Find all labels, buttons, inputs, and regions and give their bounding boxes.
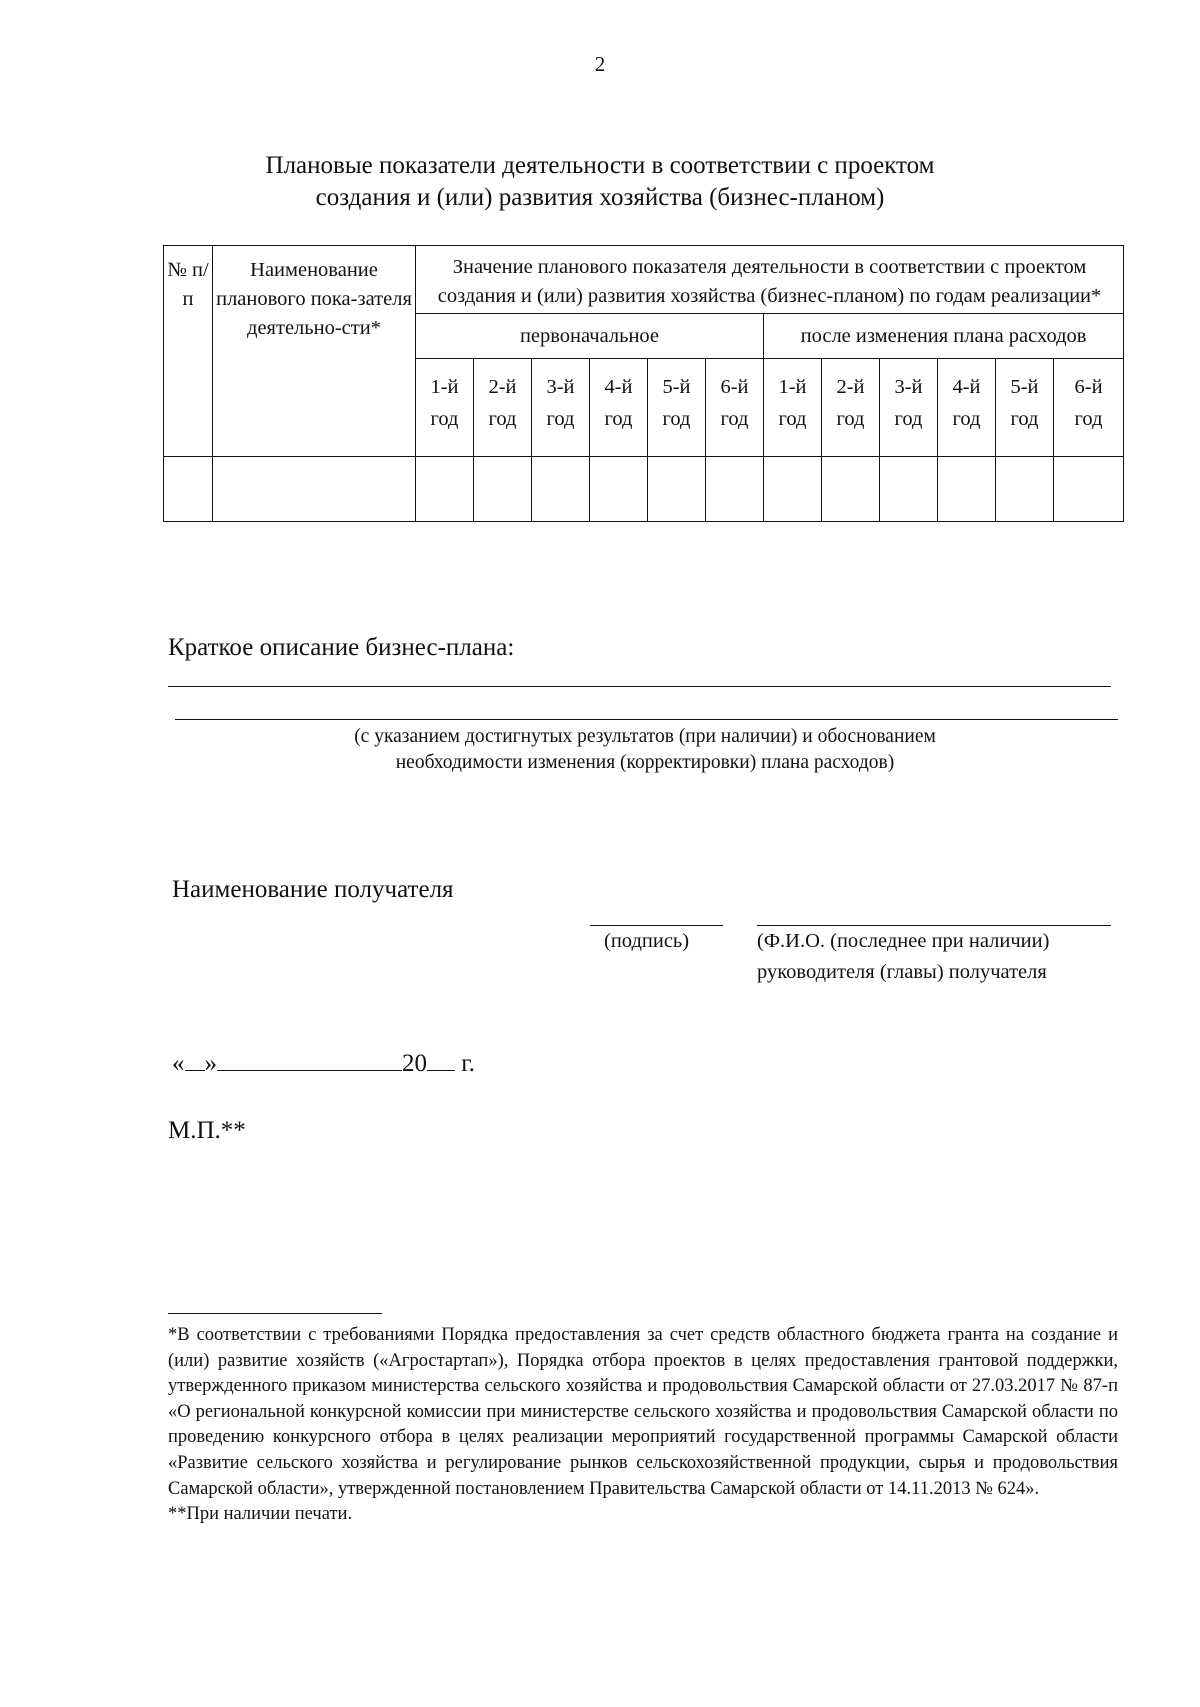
year-header — [996, 359, 1054, 457]
empty-cell-value[interactable] — [938, 457, 996, 522]
signature-caption: (подпись) — [604, 930, 690, 952]
footnote-separator — [168, 1313, 382, 1314]
year-word: год — [836, 408, 865, 430]
fio-caption-line-1: (Ф.И.О. (последнее при наличии) — [757, 930, 1050, 952]
footnotes — [168, 1323, 1118, 1528]
table-header-row — [164, 246, 1124, 314]
plan-indicators-table — [163, 245, 1124, 522]
year-number: 3-й — [894, 376, 923, 398]
year-word: год — [662, 408, 691, 430]
year-word: год — [604, 408, 633, 430]
footnote-2: **При наличии печати. — [168, 1504, 353, 1525]
year-number: 4-й — [604, 376, 633, 398]
page-number: 2 — [594, 52, 606, 76]
year-header — [880, 359, 938, 457]
empty-cell-value[interactable] — [1054, 457, 1124, 522]
year-header — [938, 359, 996, 457]
business-plan-caption-line-1: (с указанием достигнутых результатов (при наличии) и обоснованием — [354, 726, 936, 747]
year-number: 4-й — [952, 376, 981, 398]
year-header — [822, 359, 880, 457]
year-header — [706, 359, 764, 457]
header-group-after-change: после изменения плана расходов — [764, 314, 1124, 359]
year-header — [764, 359, 822, 457]
footnote-1: *В соответствии с требованиями Порядка предоставления за счет средств областного бюджета гранта на создание и (или) развитие хозяйств («Агростартап»), Порядка отбора проектов в целях предоставления грантовой поддержки, утвержденного приказом министерства сельского хозяйства и продовольствия Самарской области от 27.03.2017 № 87-п «О региональной конкурсной комиссии при министерстве сельского хозяйства и продовольствия Самарской области по проведению конкурсного отбора в целях реализации мероприятий государственной программы Самарской области «Развитие сельского хозяйства и регулирование рынков сельскохозяйственной продукции, сырья и продовольствия Самарской области», утвержденной постановлением Правительства Самарской области от 14.11.2013 № 624». — [168, 1325, 1118, 1499]
year-header — [416, 359, 474, 457]
empty-cell-value[interactable] — [416, 457, 474, 522]
year-number: 5-й — [662, 376, 691, 398]
stamp-placeholder: М.П.** — [168, 1117, 246, 1144]
page-title — [160, 150, 1040, 214]
year-word: год — [1074, 408, 1103, 430]
year-header — [648, 359, 706, 457]
empty-cell-value[interactable] — [648, 457, 706, 522]
empty-cell-value[interactable] — [822, 457, 880, 522]
fio-caption-line-2: руководителя (главы) получателя — [757, 961, 1047, 983]
business-plan-caption-line-2: необходимости изменения (корректировки) плана расходов) — [395, 752, 895, 773]
business-plan-caption — [230, 724, 1060, 776]
header-number: № п/п — [164, 246, 213, 457]
year-number: 3-й — [546, 376, 575, 398]
table-empty-row — [164, 457, 1124, 522]
year-word: год — [894, 408, 923, 430]
year-number: 1-й — [430, 376, 459, 398]
recipient-label: Наименование получателя — [172, 876, 454, 903]
year-header — [474, 359, 532, 457]
year-number: 5-й — [1010, 376, 1039, 398]
year-word: год — [546, 408, 575, 430]
empty-cell-name[interactable] — [213, 457, 416, 522]
year-word: год — [952, 408, 981, 430]
header-group-initial: первоначальное — [416, 314, 764, 359]
empty-cell-value[interactable] — [996, 457, 1054, 522]
header-indicator-value: Значение планового показателя деятельности в соответствии с проектом создания и (или) развития хозяйства (бизнес-планом) по годам реализации* — [416, 246, 1124, 314]
year-header — [1054, 359, 1124, 457]
year-word: год — [1010, 408, 1039, 430]
business-plan-label: Краткое описание бизнес-плана: — [168, 634, 515, 661]
header-indicator-name: Наименование планового пока-зателя деятельно-сти* — [213, 246, 416, 457]
year-word: год — [720, 408, 749, 430]
year-header — [532, 359, 590, 457]
empty-cell-value[interactable] — [880, 457, 938, 522]
empty-cell-value[interactable] — [590, 457, 648, 522]
date-day-blank[interactable] — [185, 1050, 205, 1071]
empty-cell-value[interactable] — [764, 457, 822, 522]
fio-caption — [757, 926, 1049, 988]
year-header — [590, 359, 648, 457]
empty-cell-number[interactable] — [164, 457, 213, 522]
date-year-blank[interactable] — [427, 1050, 455, 1071]
page-title-line-2: создания и (или) развития хозяйства (бизнес-планом) — [315, 184, 885, 211]
business-plan-line-1[interactable] — [168, 686, 1111, 687]
date-close-quote: » — [204, 1050, 217, 1077]
year-number: 1-й — [778, 376, 807, 398]
date-month-blank[interactable] — [217, 1050, 402, 1071]
year-number: 6-й — [1074, 376, 1103, 398]
year-word: год — [488, 408, 517, 430]
date-year-suffix: г. — [461, 1050, 475, 1077]
year-number: 2-й — [836, 376, 865, 398]
year-word: год — [430, 408, 459, 430]
signing-date — [172, 1050, 475, 1078]
empty-cell-value[interactable] — [474, 457, 532, 522]
date-open-quote: « — [172, 1050, 185, 1077]
year-number: 6-й — [720, 376, 749, 398]
year-number: 2-й — [488, 376, 517, 398]
date-year-prefix: 20 — [402, 1050, 427, 1077]
page-title-line-1: Плановые показатели деятельности в соответствии с проектом — [265, 152, 935, 179]
year-word: год — [778, 408, 807, 430]
empty-cell-value[interactable] — [532, 457, 590, 522]
business-plan-line-2[interactable] — [175, 719, 1118, 720]
empty-cell-value[interactable] — [706, 457, 764, 522]
